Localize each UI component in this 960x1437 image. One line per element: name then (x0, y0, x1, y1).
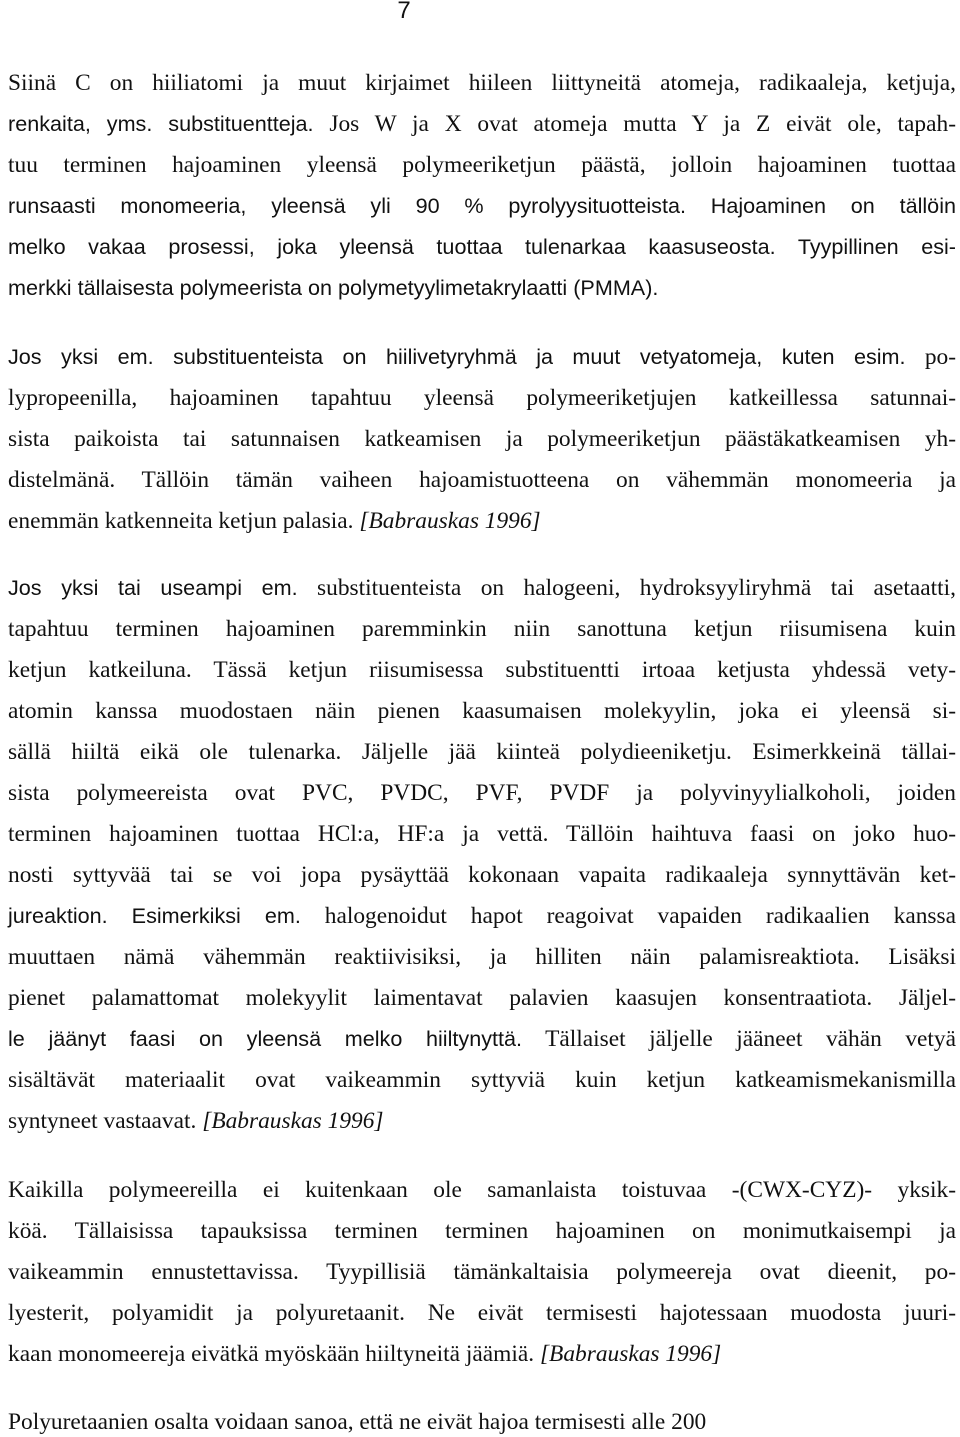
text-line (8, 465, 956, 495)
text-run: Kaikilla polymeereilla ei kuitenkaan ole samanlaista toistuvaa -(CWX-CYZ)- yksik- (8, 1177, 956, 1203)
text-line (8, 109, 956, 139)
text-line (8, 696, 956, 726)
text-run: Hajoaminen on tällöin (685, 193, 956, 218)
text-run: Tällaiset jäljelle jääneet vähän vetyä (522, 1026, 956, 1052)
text-line (8, 191, 956, 221)
page-number: 7 (397, 0, 411, 24)
text-run: sista paikoista tai satunnaisen katkeamisen ja polymeeriketjun päästäkatkeamisen yh- (8, 426, 956, 452)
text-run: tuu terminen hajoaminen yleensä polymeeriketjun päästä, jolloin hajoaminen tuottaa (8, 152, 956, 178)
text-line (8, 1175, 956, 1205)
text-run: substituenteista on halogeeni, hydroksyyliryhmä tai asetaatti, (297, 575, 956, 601)
text-run: vaikeammin ennustettavissa. Tyypillisiä tämänkaltaisia polymeereja ovat dieenit, po- (8, 1259, 956, 1285)
text-run: nosti syttyvää tai se voi jopa pysäyttää kokonaan vapaita radikaaleja synnyttävän ket- (8, 862, 956, 888)
text-line (8, 1339, 956, 1369)
text-run: muuttaen nämä vähemmän reaktiivisiksi, ja hilliten näin palamisreaktiota. Lisäksi (8, 944, 956, 970)
text-run: sista polymeereista ovat PVC, PVDC, PVF, PVDF ja polyvinyylialkoholi, joiden (8, 780, 956, 806)
text-line (8, 1106, 956, 1136)
text-run: tapahtuu terminen hajoaminen paremminkin niin sanottuna ketjun riisumisena kuin (8, 616, 956, 642)
text-run: Jos yksi em. (8, 344, 154, 369)
text-run: runsaasti monomeeria, yleensä yli 90 % pyrolyysituotteista. (8, 193, 686, 218)
text-run: köä. Tällaisissa tapauksissa terminen terminen hajoaminen on monimutkaisempi ja (8, 1218, 956, 1244)
text-line (8, 819, 956, 849)
text-run: pienet palamattomat molekyylit laimentavat palavien kaasujen konsentraatiota. Jäljel- (8, 985, 956, 1011)
text-line (8, 901, 956, 931)
text-run: lypropeenilla, hajoaminen tapahtuu yleensä polymeeriketjujen katkeillessa satunnai- (8, 385, 956, 411)
text-line (8, 655, 956, 685)
text-line (8, 232, 956, 262)
text-run: sisältävät materiaalit ovat vaikeammin syttyviä kuin ketjun katkeamismekanismilla (8, 1067, 956, 1093)
text-line (8, 737, 956, 767)
text-run: enemmän katkenneita ketjun palasia. (8, 508, 360, 534)
text-run: Jos yksi tai useampi em. (8, 575, 298, 600)
citation: [Babrauskas 1996] (202, 1108, 384, 1134)
text-run: sällä hiiltä eikä ole tulenarka. Jäljelle jää kiinteä polydieeniketju. Esimerkkeinä tällai- (8, 739, 956, 765)
text-run: lyesterit, polyamidit ja polyuretaanit. Ne eivät termisesti hajotessaan muodosta juuri- (8, 1300, 956, 1326)
text-line (8, 273, 956, 303)
citation: [Babrauskas 1996] (539, 1341, 722, 1367)
text-line (8, 424, 956, 454)
citation: [Babrauskas 1996] (359, 508, 541, 534)
text-run: jureaktion. Esimerkiksi em. (8, 903, 301, 928)
text-run: atomin kanssa muodostaen näin pienen kaasumaisen molekyylin, joka ei yleensä si- (8, 698, 956, 724)
text-run: le jäänyt faasi on yleensä melko hiiltynyttä. (8, 1026, 523, 1051)
text-line (8, 1216, 956, 1246)
text-run: syntyneet vastaavat. (8, 1108, 203, 1134)
text-line (8, 383, 956, 413)
text-line (8, 1407, 956, 1437)
text-run: terminen hajoaminen tuottaa HCl:a, HF:a ja vettä. Tällöin haihtuva faasi on joko huo- (8, 821, 956, 847)
text-run: Jos W ja X ovat atomeja mutta Y ja Z eivät ole, tapah- (313, 111, 956, 137)
text-line (8, 1024, 956, 1054)
text-run: Siinä C on hiiliatomi ja muut kirjaimet hiileen liittyneitä atomeja, radikaaleja, ketjuja, (8, 70, 956, 96)
text-line (8, 573, 956, 603)
text-line (8, 614, 956, 644)
text-run: halogenoidut hapot reagoivat vapaiden radikaalien kanssa (300, 903, 956, 929)
text-line (8, 150, 956, 180)
text-run: po- (905, 344, 956, 370)
text-line (8, 342, 956, 372)
text-line (8, 1257, 956, 1287)
text-line (8, 778, 956, 808)
text-run: substituenteista on hiilivetyryhmä ja muut vetyatomeja, kuten esim. (153, 344, 906, 369)
text-run: kaan monomeereja eivätkä myöskään hiiltyneitä jäämiä. (8, 1341, 540, 1367)
text-run: Polyuretaanien osalta voidaan sanoa, että ne eivät hajoa termisesti alle 200 (8, 1409, 707, 1435)
text-line (8, 68, 956, 98)
text-run: merkki tällaisesta polymeerista on polymetyylimetakrylaatti (PMMA). (8, 275, 659, 300)
text-run: renkaita, yms. substituentteja. (8, 111, 314, 136)
text-run: Tyypillinen esi- (775, 234, 956, 259)
text-line (8, 1065, 956, 1095)
text-run: distelmänä. Tällöin tämän vaiheen hajoamistuotteena on vähemmän monomeeria ja (8, 467, 956, 493)
text-line (8, 1298, 956, 1328)
text-line (8, 942, 956, 972)
text-run: melko vakaa prosessi, joka yleensä tuottaa tulenarkaa kaasuseosta. (8, 234, 776, 259)
text-line (8, 506, 956, 536)
text-line (8, 983, 956, 1013)
text-run: ketjun katkeiluna. Tässä ketjun riisumisessa substituentti irtoaa ketjusta yhdessä vety- (8, 657, 956, 683)
text-line (8, 860, 956, 890)
